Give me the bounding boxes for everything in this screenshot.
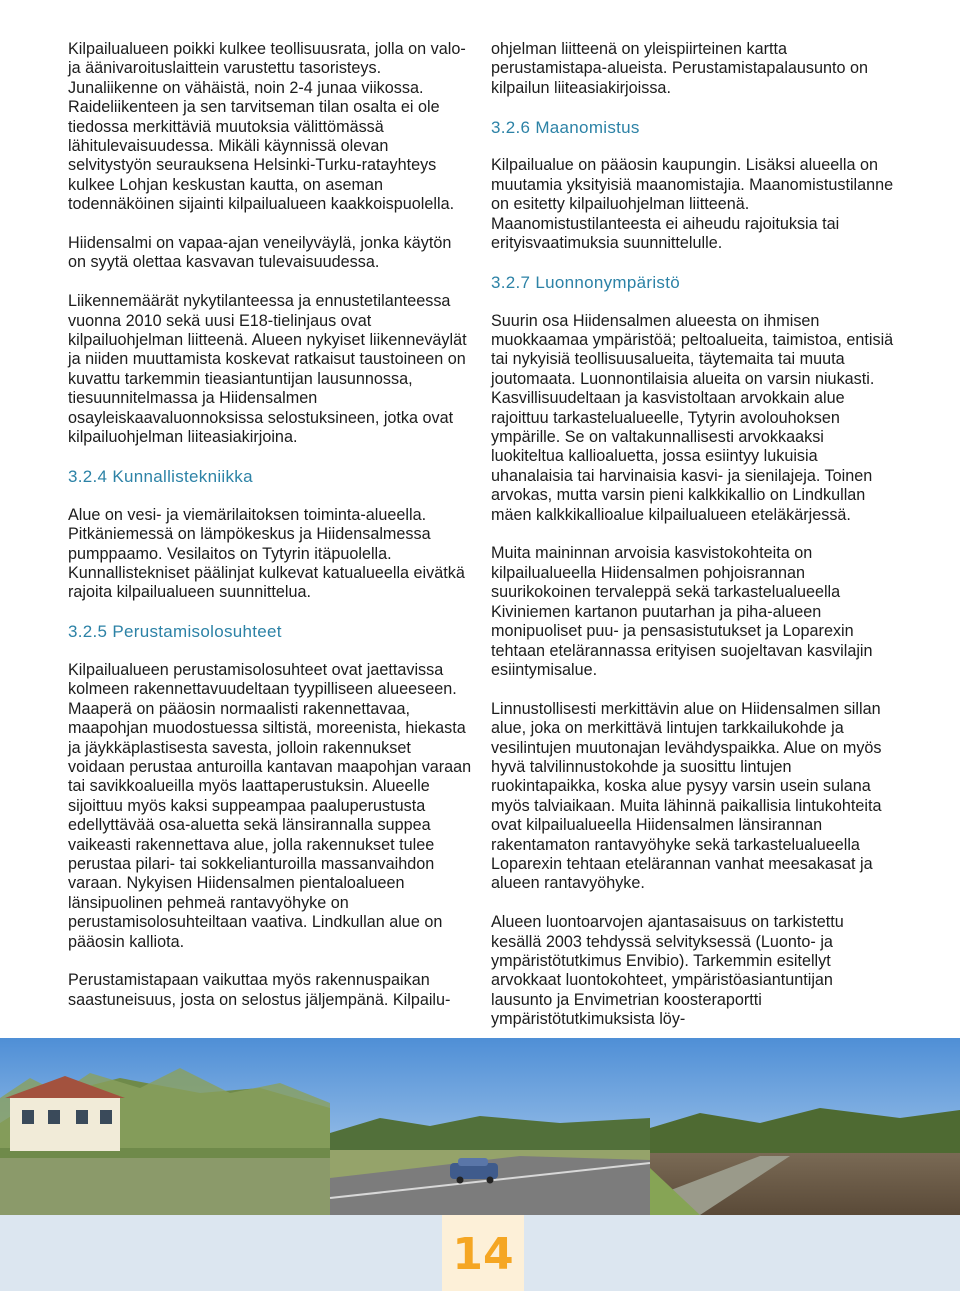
body-paragraph: Linnustollisesti merkittävin alue on Hiidensalmen sillan alue, joka on merkittävä lintujen tarkkailukohde ja vesilintujen muutonajan levähdyspaikka. Alue on myös hyvä talvilinnustokohde ja suosittu lintujen ruokintapaikka, koska alue pysyy varsin usein sulana myös talviaikaan. Muita lähinnä paikallisia lintukohteita ovat kilpailualueella Hiidensalmen länsirannan rakentamaton rantavyöhyke sekä tarkastelualueella Loparexin tehtaan etelärannan vanhat meesakasat ja alueen rantavyöhyke. [491,699,882,893]
body-paragraph: Alueen luontoarvojen ajantasaisuus on tarkistettu kesällä 2003 tehdyssä selvityksessä (Luonto- ja ympäristötutkimus Envibio). Tarkemmin esitellyt arvokkaat luontokohteet, ympäristöasiantuntijan lausunto ja Envimetrian koosteraportti ympäristötutkimuksista löy- [491,913,844,1029]
landscape-photo-strip [0,1038,960,1215]
body-paragraph: Kilpailualueen perustamisolosuhteet ovat jaettavissa kolmeen rakennettavuudeltaan tyypilliseen alueeseen. Maaperä on pääosin normaalisti rakennettavaa, maapohjan muodostuessa siltistä, moreenista, hiekasta ja jäykkäplastisesta savesta, jolloin rakennukset voidaan perustaa anturoilla kantavan maapohjan varaan tai savikkoalueilla myös laattaperustuksin. Alueelle sijoittuu myös kaksi suppeampaa paaluperustusta edellyttävää osa-aluetta sekä länsirannalla suppea vaikeasti rakennettava alue, jolla rakennukset tulee perustaa pilari- tai sokkelianturoilla massanvaihdon varaan. Nykyisen Hiidensalmen pientaloalueen länsipuolinen pehmeä rantavyöhyke on perustamisolosuhteiltaan vaativa. Lindkullan alue on pääosin kalliota. [68,660,472,951]
photo-house-roadside [0,1068,330,1215]
body-paragraph: Alue on vesi- ja viemärilaitoksen toiminta-alueella. Pitkäniemessä on lämpökeskus ja Hiidensalmessa pumppaamo. Vesilaitos on Tytyrin itäpuolella. Kunnallistekniset päälinjat kulkevat katualueella eivätkä rajoita kilpailualueen suunnittelua. [68,505,465,602]
body-paragraph: Liikennemäärät nykytilanteessa ja ennustetilanteessa vuonna 2010 sekä uusi E18-tielinjaus ovat kilpailuohjelman liitteenä. Alueen nykyiset liikenneväylät ja niiden muuttamista koskevat ratkaisut taustoineen on kuvattu tarkemmin tieasiantuntijan lausunnossa, tiesuunnitelmassa ja Hiidensalmen osayleiskaavaluonnoksissa selostuksineen, jotka ovat kilpailuohjelman liiteasiakirjoina. [68,292,467,447]
section-heading-3-2-5: 3.2.5 Perustamisolosuhteet [68,622,282,642]
photo-field-road [650,1108,960,1215]
photo-road-car [330,1116,650,1215]
page-number: 14 [452,1229,514,1280]
body-paragraph: Perustamistapaan vaikuttaa myös rakennuspaikan saastuneisuus, josta on selostus jäljempänä. Kilpailu- [68,971,451,1009]
page-number-box [442,1215,524,1291]
left-column [68,40,472,1030]
body-paragraph: Hiidensalmi on vapaa-ajan veneilyväylä, jonka käytön on syytä olettaa kasvavan tulevaisuudessa. [68,234,452,272]
body-paragraph: Muita maininnan arvoisia kasvistokohteita on kilpailualueella Hiidensalmen pohjoisrannan suurikokoinen tervaleppä sekä tarkastelualueella Kiviniemen kartanon puutarhan ja piha-alueen monipuoliset puu- ja pensasistutukset ja Loparexin tehtaan etelärannassa erityisen suojeltavan kasvilajin esiintymisalue. [491,544,873,679]
right-column [491,40,895,1049]
body-paragraph: Suurin osa Hiidensalmen alueesta on ihmisen muokkaamaa ympäristöä; peltoalueita, taimistoa, entisiä tai nykyisiä teollisuusalueita, täytemaita tai muuta joutomaata. Luonnontilaisia alueita on varsin niukasti. Kasvillisuudeltaan ja kasvistoltaan arvokkain alue rajoittuu tarkastelualueelle, Tytyrin avolouhoksen ympärille. Se on valtakunnallisesti arvokkaaksi luokiteltua kallioaluetta, jossa esiintyy lukuisia uhanalaisia tai harvinaisia kasvi- ja sienilajeja. Toinen arvokas, mutta varsin pieni kalkkikallio on Lindkullan mäen kalkkikallioalue kilpailualueen eteläkärjessä. [491,311,894,524]
body-paragraph: Kilpailualueen poikki kulkee teollisuusrata, jolla on valo- ja äänivaroituslaittein varustettu tasoristeys. Junaliikenne on vähäistä, noin 2-4 junaa viikossa. Raideliikenteen ja sen tarvitseman tilan osalta ei ole tiedossa merkittäviä muutoksia välittömässä lähitulevaisuudessa. Mikäli käynnissä olevan selvitystyön seurauksena Helsinki-Turku-ratayhteys kulkee Lohjan keskustan kautta, on aseman todennäköinen sijainti kilpailualueen kaakkoispuolella. [68,40,466,214]
section-heading-3-2-7: 3.2.7 Luonnonympäristö [491,272,681,292]
body-paragraph: ohjelman liitteenä on yleispiirteinen kartta perustamistapa-alueista. Perustamistapalausunto on kilpailun liiteasiakirjoissa. [491,40,869,97]
section-heading-3-2-6: 3.2.6 Maanomistus [491,117,640,137]
section-heading-3-2-4: 3.2.4 Kunnallistekniikka [68,466,253,486]
body-paragraph: Kilpailualue on pääosin kaupungin. Lisäksi alueella on muutamia yksityisiä maanomistajia. Maanomistustilanne on esitetty kilpailuohjelman liitteenä. Maanomistustilanteesta ei aiheudu rajoituksia tai erityisvaatimuksia suunnittelulle. [491,156,894,253]
